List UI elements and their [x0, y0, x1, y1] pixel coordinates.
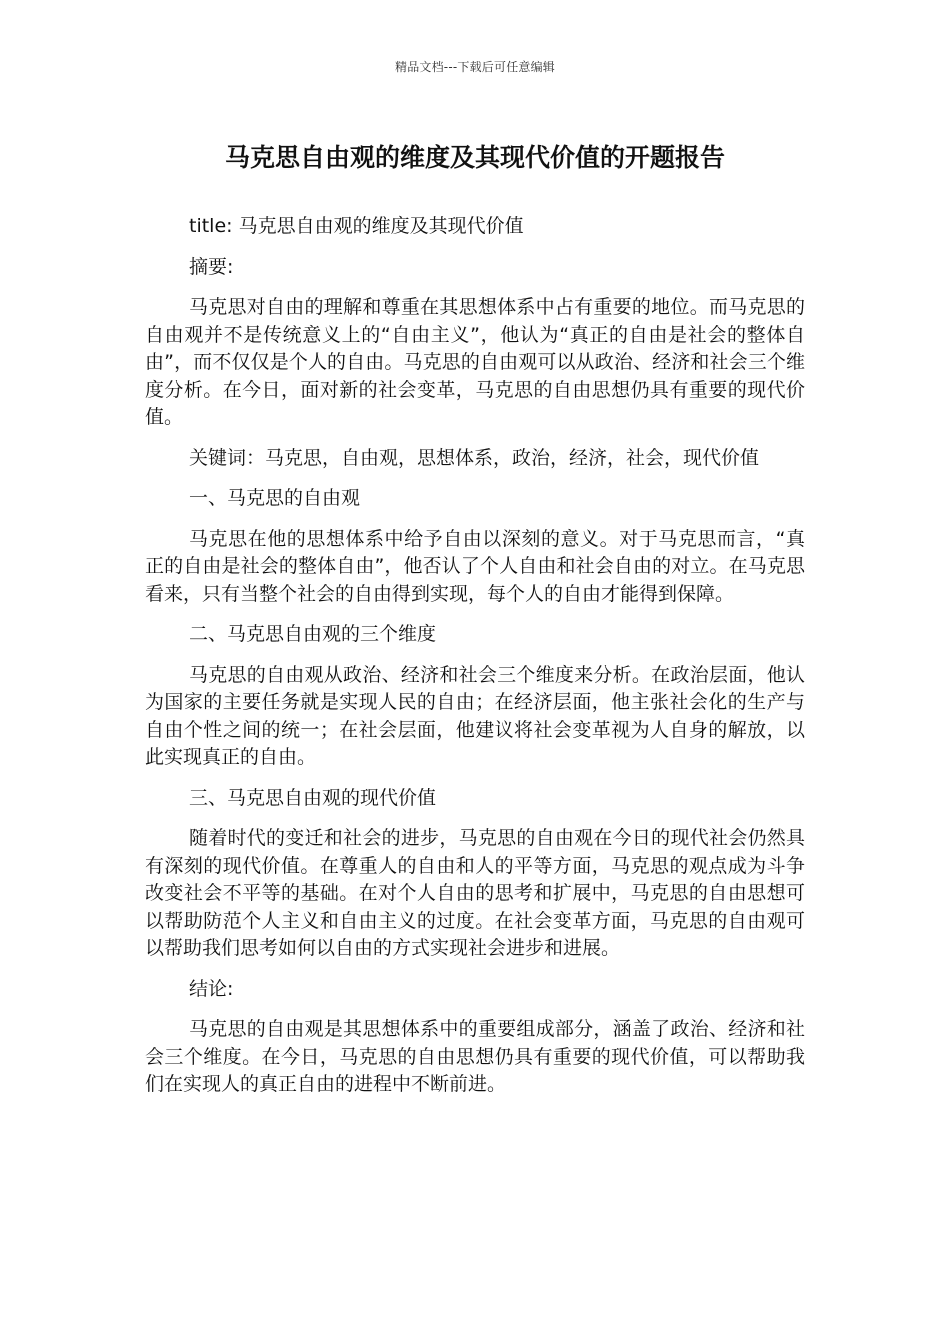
keywords: 关键词：马克思，自由观，思想体系，政治，经济，社会，现代价值 — [189, 446, 760, 469]
section-heading: 三、马克思自由观的现代价值 — [189, 786, 437, 809]
abstract-text: 马克思对自由的理解和尊重在其思想体系中占有重要的地位。而马克思的自由观并不是传统意义上的“自由主义”，他认为“真正的自由是社会的整体自由”，而不仅仅是个人的自由。马克思的自由观可以从政治、经济和社会三个维度分析。在今日，面对新的社会变革，马克思的自由思想仍具有重要的现代价值。 — [145, 296, 805, 428]
abstract-label: 摘要: — [189, 255, 234, 278]
section-heading: 二、马克思自由观的三个维度 — [189, 623, 437, 645]
document-body — [145, 213, 805, 1112]
section-body: 随着时代的变迁和社会的进步，马克思的自由观在今日的现代社会仍然具有深刻的现代价值。在尊重人的自由和人的平等方面，马克思的观点成为斗争改变社会不平等的基础。在对个人自由的思考和扩展中，马克思的自由思想可以帮助防范个人主义和自由主义的过度。在社会变革方面，马克思的自由观可以帮助我们思考如何以自由的方式实现社会进步和进展。 — [145, 827, 805, 959]
conclusion-text: 马克思的自由观是其思想体系中的重要组成部分，涵盖了政治、经济和社会三个维度。在今日，马克思的自由思想仍具有重要的现代价值，可以帮助我们在实现人的真正自由的进程中不断前进。 — [145, 1018, 805, 1095]
title-line: title: 马克思自由观的维度及其现代价值 — [189, 215, 524, 237]
conclusion-label: 结论: — [189, 977, 234, 1000]
document-title: 马克思自由观的维度及其现代价值的开题报告 — [224, 143, 725, 172]
section-heading: 一、马克思的自由观 — [189, 487, 361, 509]
header-note: 精品文档---下载后可任意编辑 — [395, 60, 555, 74]
section-body: 马克思的自由观从政治、经济和社会三个维度来分析。在政治层面，他认为国家的主要任务就是实现人民的自由；在经济层面，他主张社会化的生产与自由个性之间的统一；在社会层面，他建议将社会变革视为人自身的解放，以此实现真正的自由。 — [145, 663, 805, 768]
section-body: 马克思在他的思想体系中给予自由以深刻的意义。对于马克思而言，“真正的自由是社会的整体自由”，他否认了个人自由和社会自由的对立。在马克思看来，只有当整个社会的自由得到实现，每个人的自由才能得到保障。 — [145, 527, 805, 605]
